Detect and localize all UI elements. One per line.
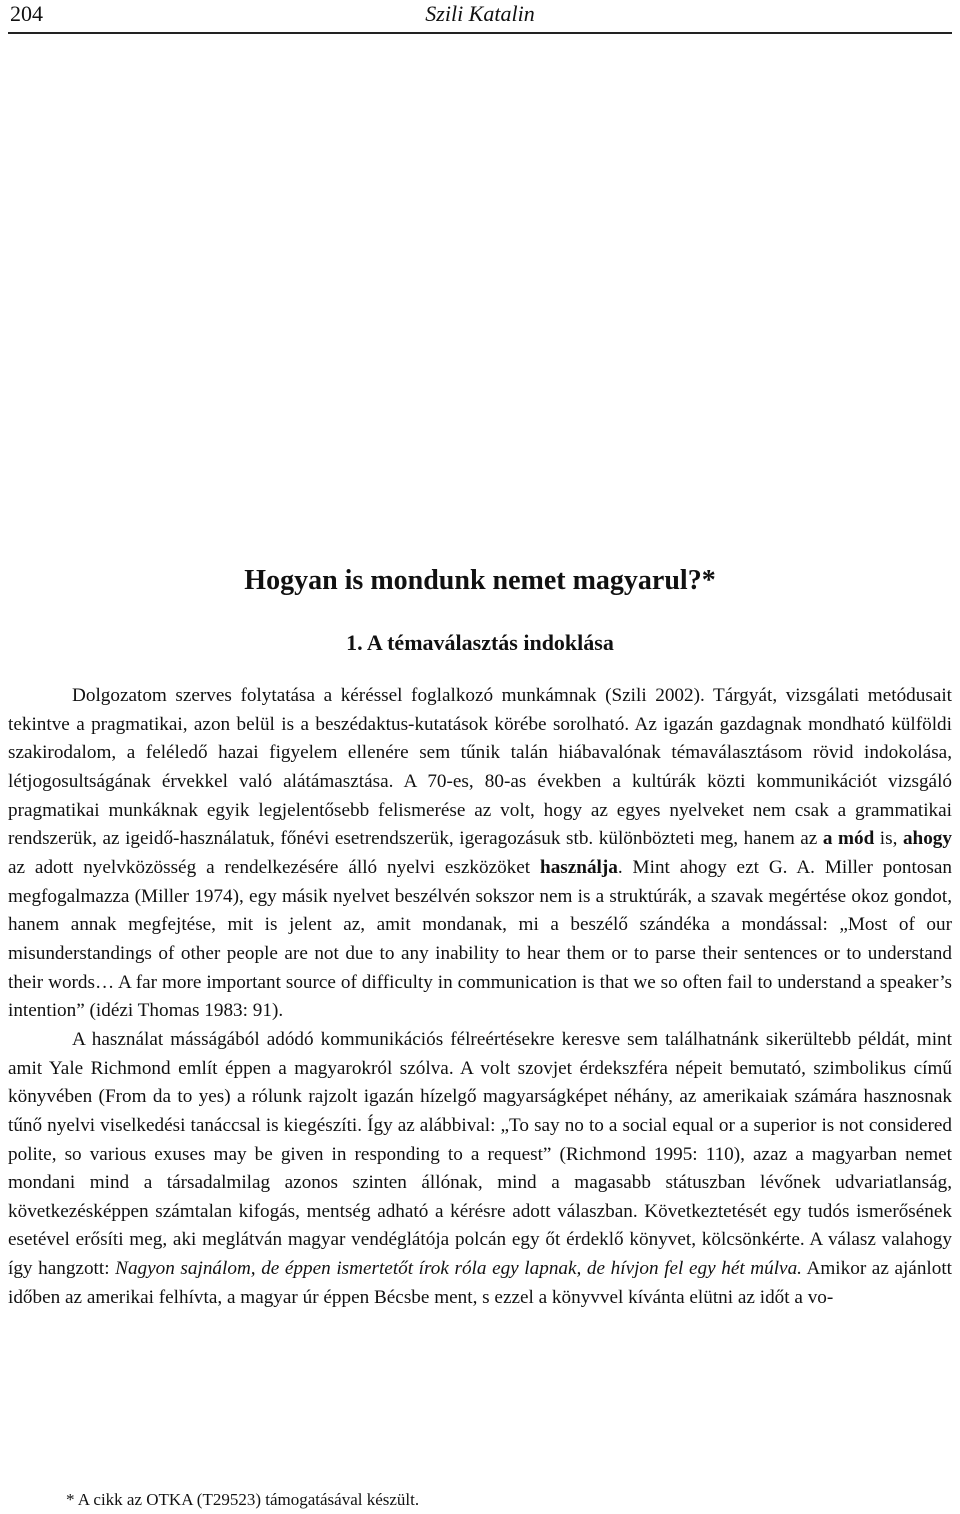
paragraph-2	[8, 1026, 952, 1313]
paragraph-1-text-4: . Mint ahogy ezt G. A. Miller pontosan megfogalmazza (Miller 1974), egy másik nyelvet beszélvén sokszor nem is a struktúrák, a szavak megértése okoz gondot, hanem annak megfejtése, mit is jelent az, amit mondanak, mi a beszélő szándéka a mondással: „Most of our misunderstandings of other people are not due to any inability to hear them or to parse their sentences or to understand their words… A far more important source of difficulty in communication is that we so often fail to understand a speaker’s intention” (idézi Thomas 1983: 91).	[8, 856, 953, 1022]
quoted-reply-italic: Nagyon sajnálom, de éppen ismertetőt írok róla egy lapnak, de hívjon fel egy hét múlva.	[115, 1258, 802, 1280]
paragraph-1	[8, 682, 952, 1026]
paragraph-1-text-1: Dolgozatom szerves folytatása a kéréssel foglalkozó munkámnak (Szili 2002). Tárgyát, vizsgálati metódusait tekintve a pragmatikai, azon belül is a beszédaktus-kutatások körébe sorolható. Az igazán gazdagnak mondható külföldi szakirodalom, a feléledő hazai figyelem ellenére sem tűnik talán hiábavalónak témaválasztásom rövid indokolása, létjogosultságának érvekkel való alátámasztása. A 70-es, 80-as években a kultúrák közti kommunikációt vizsgáló pragmatikai munkáknak egyik legjelentősebb felismerése az volt, hogy az egyes nyelveket nem csak a grammatikai rendszerük, az igeidő-használatuk, főnévi esetrendszerük, igeragozásuk stb. különbözteti meg, hanem az	[8, 685, 952, 850]
emphasis-ahogy: ahogy	[902, 828, 952, 850]
paragraph-1-text-2: is,	[874, 828, 903, 850]
paragraph-2-text-1: A használat másságából adódó kommunikációs félreértésekre keresve sem találhatnánk sikerültebb példát, mint amit Yale Richmond említ éppen a magyarokról szólva. A volt szovjet érdekszféra népeit bemutató, szimbolikus című könyvében (From da to yes) a rólunk rajzolt igazán hízelgő magyarságképet néhány, az amerikaiak számára hasznosnak tűnő nyelvi viselkedési tanáccsal is kiegészíti. Így az alábbival: „To say no to a social equal or a superior is not considered polite, so various exuses may be given in responding to a request” (Richmond 1995: 110), azaz a magyarban nemet mondani mind a társadalmilag azonos szinten állónak, mind a magasabb státuszban lévőnek udvariatlanság, következésképpen számtalan kifogás, mentség adható a kérésre adott válaszban. Következtetését egy tudós ismerősének esetével erősíti meg, aki meglátván magyar vendéglátója polcán egy őt érdeklő könyvet, kölcsönkérte. A válasz valahogy így hangzott:	[8, 1028, 952, 1280]
footnote: * A cikk az OTKA (T29523) támogatásával készült.	[66, 1490, 420, 1509]
paragraph-1-text-3: az adott nyelvközösség a rendelkezésére álló nyelvi eszközöket	[8, 856, 541, 878]
paragraph-2-text-2: Amikor az ajánlott időben az amerikai felhívta, a magyar úr éppen Bécsbe ment, s ezzel a könyvvel kívánta elütni az időt a vo-	[8, 1258, 952, 1308]
body-text	[8, 682, 952, 1312]
running-head-author: Szili Katalin	[425, 1, 535, 26]
section-heading: 1. A témaválasztás indoklása	[346, 630, 614, 655]
running-head	[8, 0, 952, 34]
page-number: 204	[10, 1, 43, 26]
emphasis-hasznalja: használja	[540, 856, 618, 878]
emphasis-a-mod: a mód	[822, 828, 875, 850]
article-title: Hogyan is mondunk nemet magyarul?*	[244, 565, 716, 596]
